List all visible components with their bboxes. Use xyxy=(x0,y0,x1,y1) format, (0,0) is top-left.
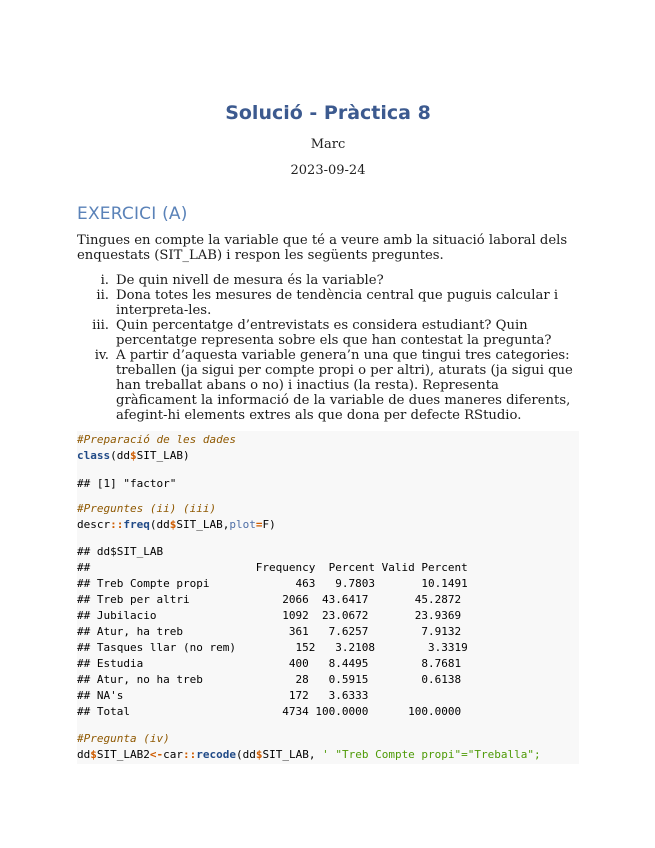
code-operator: :: xyxy=(110,518,124,531)
code-string: ' "Treb Compte propi"="Treballa"; xyxy=(322,748,541,761)
output-line: ## Treb per altri 2066 43.6417 45.2872 xyxy=(77,593,462,606)
section-intro: Tingues en compte la variable que té a veure amb la situació laboral dels enquestats (SIT_LAB) i respon les següents preguntes. xyxy=(77,233,568,263)
code-function: class xyxy=(77,449,111,462)
question-text: Dona totes les mesures de tendència central que puguis calcular i interpreta-les. xyxy=(116,288,559,318)
code-comment: #Preguntes (ii) (iii) xyxy=(77,502,217,515)
section-heading: EXERCICI (A) xyxy=(77,204,188,224)
code-text: dd xyxy=(77,748,91,761)
output-line: ## Estudia 400 8.4495 8.7681 xyxy=(77,657,462,670)
code-operator: = xyxy=(255,518,263,531)
code-function: recode xyxy=(196,748,236,761)
code-comment: #Preparació de les dades xyxy=(77,433,236,446)
output-line: ## Frequency Percent Valid Percent xyxy=(77,561,468,574)
question-list xyxy=(77,273,579,423)
question-item xyxy=(77,273,579,288)
question-number: i. xyxy=(100,273,109,288)
output-line: ## Atur, ha treb 361 7.6257 7.9132 xyxy=(77,625,462,638)
code-text: SIT_LAB, xyxy=(176,518,230,531)
question-text: De quin nivell de mesura és la variable? xyxy=(116,273,384,288)
output-line: ## Jubilacio 1092 23.0672 23.9369 xyxy=(77,609,462,622)
code-argument: plot xyxy=(229,518,256,531)
code-text: F) xyxy=(262,518,276,531)
code-comment: #Pregunta (iv) xyxy=(77,732,170,745)
question-text: Quin percentatge d’entrevistats es considera estudiant? Quin percentatge representa sobre els que han contestat la pregunta? xyxy=(116,318,552,348)
code-output: ## [1] "factor" xyxy=(77,477,177,490)
document-date: 2023-09-24 xyxy=(290,163,366,178)
question-item xyxy=(77,288,579,318)
code-operator: $ xyxy=(130,449,137,462)
code-operator: $ xyxy=(255,748,263,761)
code-line xyxy=(77,748,541,762)
question-number: ii. xyxy=(96,288,109,303)
code-text: SIT_LAB2 xyxy=(96,748,150,761)
question-number: iii. xyxy=(92,318,109,333)
code-block xyxy=(77,431,579,764)
code-text: SIT_LAB) xyxy=(136,449,190,462)
code-operator: $ xyxy=(90,748,97,761)
output-line: ## Treb Compte propi 463 9.7803 10.1491 xyxy=(77,577,468,590)
output-line: ## Tasques llar (no rem) 152 3.2108 3.3319 xyxy=(77,641,468,654)
code-operator: $ xyxy=(169,518,177,531)
code-line xyxy=(77,518,276,532)
code-text: (dd xyxy=(149,518,170,531)
code-package: descr xyxy=(77,518,111,531)
output-line: ## NA's 172 3.6333 xyxy=(77,689,369,702)
code-text: (dd xyxy=(110,449,130,462)
output-line: ## Total 4734 100.0000 100.0000 xyxy=(77,705,462,718)
code-package: car xyxy=(163,748,183,761)
code-function: freq xyxy=(123,518,150,531)
code-line xyxy=(77,449,190,463)
question-text: A partir d’aquesta variable genera’n una que tingui tres categories: treballen (ja sigui per compte propi o per altri), aturats (ja sigui que han treballat abans o no) i inactius (la resta). Representa gràficament la informació de la variable de dues maneres diferents, afegint-hi elements extres als que dona per defecte RStudio. xyxy=(116,348,573,423)
output-line: ## dd$SIT_LAB xyxy=(77,545,164,558)
output-line: ## Atur, no ha treb 28 0.5915 0.6138 xyxy=(77,673,462,686)
question-item xyxy=(77,348,579,423)
code-text: (dd xyxy=(235,748,256,761)
document-author: Marc xyxy=(310,137,346,152)
code-operator: <- xyxy=(149,748,164,761)
code-operator: :: xyxy=(182,748,197,761)
question-number: iv. xyxy=(94,348,109,363)
question-item xyxy=(77,318,579,348)
document-title: Solució - Pràctica 8 xyxy=(225,102,431,124)
code-text: SIT_LAB, xyxy=(262,748,323,761)
